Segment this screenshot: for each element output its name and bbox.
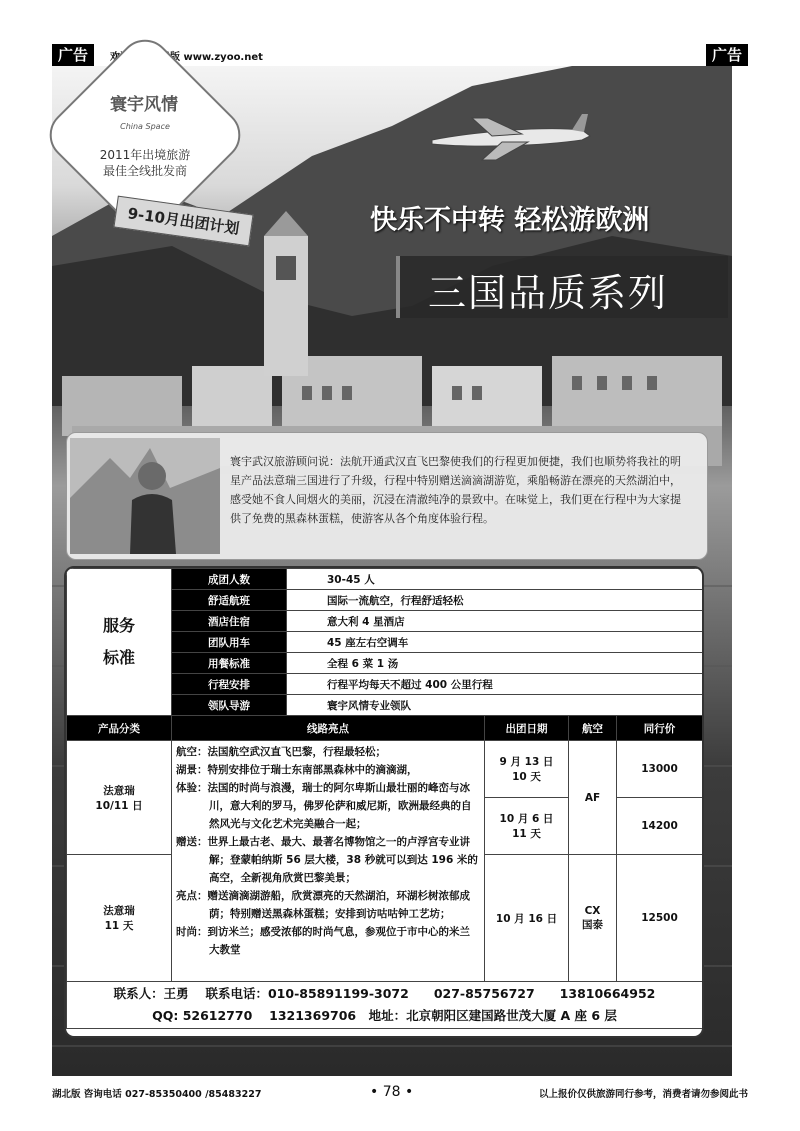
header-price: 同行价 <box>617 716 703 741</box>
series-title: 三国品质系列 <box>428 271 669 315</box>
route-line: 体验：法国的时尚与浪漫，瑞士的阿尔卑斯山最壮丽的峰峦与冰川，意大利的罗马，佛罗伦萨和威尼斯，欧洲最经典的自然风光与文化艺术完美融合一起； <box>176 782 472 830</box>
service-label: 用餐标准 <box>172 653 287 674</box>
hero-slogan: 快乐不中转 轻松游欧洲 <box>370 205 650 236</box>
service-label: 团队用车 <box>172 632 287 653</box>
advisor-intro-text: 寰宇武汉旅游顾问说：法航开通武汉直飞巴黎使我们的行程更加便捷，我们也顺势将我社的明星产品法意瑞三国进行了升级，行程中特别赠送滴滴湖游览，乘船畅游在漂亮的天然湖泊中，感受她不食人间烟火的美丽，沉浸在清澈纯净的景致中。在味觉上，我们更在行程中为大家提供了免费的黑森林蛋糕，使游客从各个角度体验行程。 <box>230 455 681 525</box>
contact-line1[interactable]: 联系人：王勇 联系电话：010-85891199-3072 027-85756727 13810664952 <box>113 986 656 1001</box>
service-label: 成团人数 <box>172 569 287 590</box>
ad-label-right: 广告 <box>706 44 748 66</box>
header-category: 产品分类 <box>67 716 172 741</box>
airline-2 <box>569 855 617 982</box>
price-3: 12500 <box>617 855 703 982</box>
price-2: 14200 <box>617 798 703 855</box>
service-value: 国际一流航空，行程舒适轻松 <box>287 590 703 611</box>
service-value: 30-45 人 <box>287 569 703 590</box>
airline-code: CX <box>584 904 601 917</box>
product-name: 法意瑞 <box>103 905 135 917</box>
price-1: 13000 <box>617 741 703 798</box>
company-badge <box>70 60 220 210</box>
route-line: 时尚：到访米兰；感受浓郁的时尚气息，参观位于市中心的米兰大教堂 <box>176 926 470 956</box>
airline-name: 国泰 <box>582 918 603 931</box>
service-heading-line2: 标准 <box>102 648 135 667</box>
product-name: 法意瑞 <box>103 784 135 797</box>
page-footer <box>52 1084 748 1102</box>
product-table-header <box>67 716 703 741</box>
tour-length: 10 天 <box>512 771 541 783</box>
product-days: 11 天 <box>104 920 134 932</box>
contact-line2[interactable]: QQ: 52612770 1321369706 地址：北京朝阳区建国路世茂大厦 A 座 6 层 <box>152 1008 617 1023</box>
service-label: 领队导游 <box>172 695 287 716</box>
departure-date: 10 月 6 日 <box>499 813 554 825</box>
tour-length: 11 天 <box>512 828 541 840</box>
airline-1: AF <box>569 741 617 855</box>
header-highlights: 线路亮点 <box>172 716 485 741</box>
route-highlights <box>172 741 485 982</box>
departure-date-2 <box>485 798 569 855</box>
welcome-text[interactable]: 欢迎浏览电子版 www.zyoo.net <box>110 52 263 63</box>
product-category-2 <box>67 855 172 982</box>
service-row <box>67 569 703 590</box>
contact-row <box>67 982 703 1029</box>
schedule-ribbon: 9-10月出团计划 <box>113 196 253 247</box>
badge-award-line2: 最佳全线批发商 <box>102 164 187 178</box>
departure-date-1 <box>485 741 569 798</box>
badge-award-line1: 2011年出境旅游 <box>99 148 191 162</box>
footer-hotline: 湖北版 咨询电话 027-85350400 /85483227 <box>52 1089 262 1100</box>
advisor-photo <box>70 438 220 554</box>
product-days: 10/11 日 <box>95 799 143 812</box>
route-line: 亮点：赠送滴滴湖游船，欣赏漂亮的天然湖泊，环湖杉树浓郁成荫；特别赠送黑森林蛋糕；安排到访咕咕钟工艺坊； <box>176 890 470 920</box>
service-value: 45 座左右空调车 <box>287 632 703 653</box>
itinerary-table <box>64 566 704 1038</box>
route-line: 赠送：世界上最古老、最大、最著名博物馆之一的卢浮宫专业讲解；登蒙帕纳斯 56 层大楼，38 秒就可以到达 196 米的高空，全新视角欣赏巴黎美景； <box>176 836 478 884</box>
contact-info <box>67 982 703 1029</box>
product-row <box>67 741 703 798</box>
service-label: 酒店住宿 <box>172 611 287 632</box>
service-label: 行程安排 <box>172 674 287 695</box>
product-category-1 <box>67 741 172 855</box>
service-heading <box>67 569 172 716</box>
route-line: 湖景：特别安排位于瑞士东南部黑森林中的滴滴湖， <box>176 764 418 776</box>
service-value: 意大利 4 星酒店 <box>287 611 703 632</box>
company-logo: 寰宇风情 <box>110 95 178 115</box>
departure-date: 9 月 13 日 <box>499 756 554 768</box>
header-airline: 航空 <box>569 716 617 741</box>
ad-label-left: 广告 <box>52 44 94 66</box>
service-value: 全程 6 菜 1 汤 <box>287 653 703 674</box>
service-label: 舒适航班 <box>172 590 287 611</box>
departure-date-3: 10 月 16 日 <box>485 855 569 982</box>
page-number: • 78 • <box>370 1084 414 1100</box>
footer-disclaimer: 以上报价仅供旅游同行参考，消费者请勿参阅此书 <box>538 1089 748 1100</box>
header-date: 出团日期 <box>485 716 569 741</box>
service-value: 寰宇风情专业领队 <box>287 695 703 716</box>
route-line: 航空：法国航空武汉直飞巴黎，行程最轻松； <box>176 746 386 758</box>
service-heading-line1: 服务 <box>102 616 135 635</box>
company-logo-en: China Space <box>120 122 170 131</box>
service-value: 行程平均每天不超过 400 公里行程 <box>287 674 703 695</box>
